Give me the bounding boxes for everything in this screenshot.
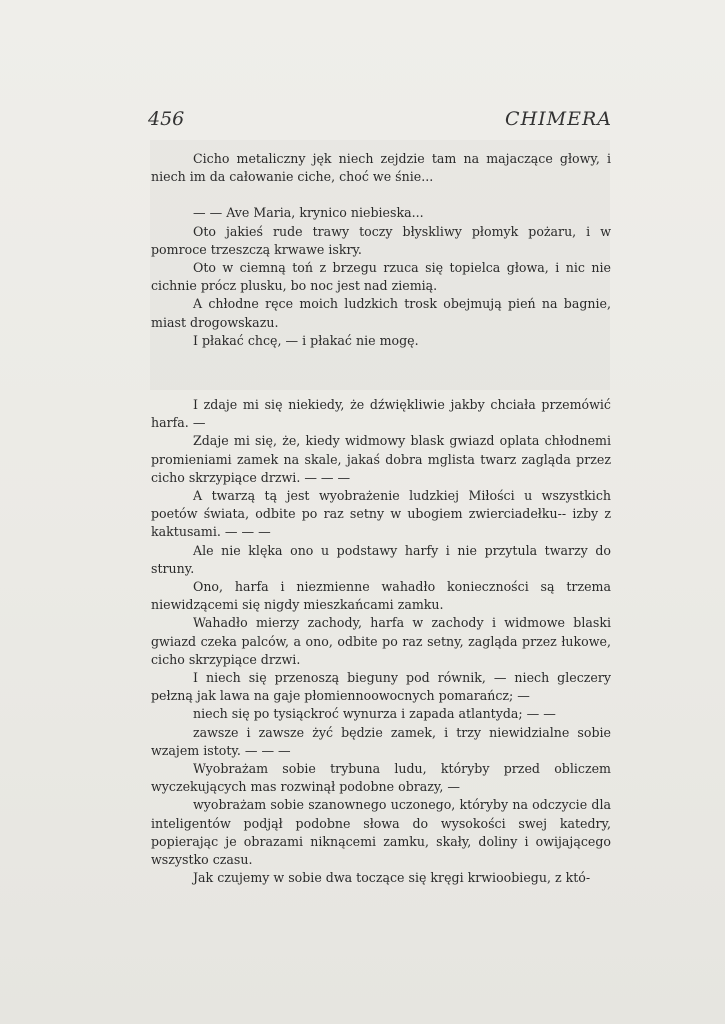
text-block-2	[151, 396, 611, 887]
paragraph: Oto w ciemną toń z brzegu rzuca się topielca głowa, i nic nie cichnie prócz plusku, bo noc jest nad ziemią.	[151, 260, 611, 294]
paragraph: Cicho metaliczny jęk niech zejdzie tam na majaczące głowy, i niech im da całowanie ciche, choć we śnie...	[151, 151, 611, 185]
paragraph: Zdaje mi się, że, kiedy widmowy blask gwiazd oplata chłodnemi promieniami zamek na skale, jakaś dobra mglista twarz zagląda przez cicho skrzypiące drzwi. — — —	[151, 433, 611, 485]
paragraph: — — Ave Maria, krynico niebieska...	[193, 205, 424, 221]
paragraph: zawsze i zawsze żyć będzie zamek, i trzy niewidzialne sobie wzajem istoty. — — —	[151, 724, 611, 758]
paragraph: I płakać chcę, — i płakać nie mogę.	[193, 332, 419, 348]
page-header	[148, 108, 612, 138]
paragraph: A chłodne ręce moich ludzkich trosk obejmują pień na bagnie, miast drogowskazu.	[151, 296, 611, 330]
paragraph: Jak czujemy w sobie dwa toczące się kręgi krwioobiegu, z któ-	[193, 870, 591, 886]
paragraph: A twarzą tą jest wyobrażenie ludzkiej Miłości u wszystkich poetów świata, odbite po raz setny w ubogiem zwierciadełku-- izby z kaktusami. — — —	[151, 488, 611, 540]
paragraph: wyobrażam sobie szanownego uczonego, któryby na odczycie dla inteligentów podjął podobne słowa do wysokości swej katedry, popierając je obrazami niknącemi zamku, skały, doliny i owijającego wszystko czasu.	[151, 797, 611, 868]
text-block-1	[151, 150, 611, 350]
paragraph: niech się po tysiąckroć wynurza i zapada atlantyda; — —	[193, 706, 556, 722]
paragraph: Oto jakieś rude trawy toczy błyskliwy płomyk pożaru, i w pomroce trzeszczą krwawe iskry.	[151, 223, 611, 257]
paragraph: I niech się przenoszą bieguny pod równik, — niech gleczery pełzną jak lawa na gaje płomiennoowocnych pomarańcz; —	[151, 670, 611, 704]
paragraph: Wahadło mierzy zachody, harfa w zachody i widmowe blaski gwiazd czeka palców, a ono, odbite po raz setny, zagląda przez łukowe, cicho skrzypiące drzwi.	[151, 615, 611, 667]
paragraph: Ono, harfa i niezmienne wahadło konieczności są trzema niewidzącemi się nigdy mieszkańcami zamku.	[151, 579, 611, 613]
page-number: 456	[148, 108, 185, 130]
paragraph: Wyobrażam sobie trybuna ludu, któryby przed obliczem wyczekujących mas rozwinął podobne obrazy, —	[151, 761, 611, 795]
running-title: CHIMERA	[505, 108, 612, 130]
paragraph-gap	[151, 186, 611, 204]
paragraph: I zdaje mi się niekiedy, że dźwiękliwie jakby chciała przemówić harfa. —	[151, 397, 611, 431]
paragraph: Ale nie klęka ono u podstawy harfy i nie przytula twarzy do struny.	[151, 542, 611, 576]
